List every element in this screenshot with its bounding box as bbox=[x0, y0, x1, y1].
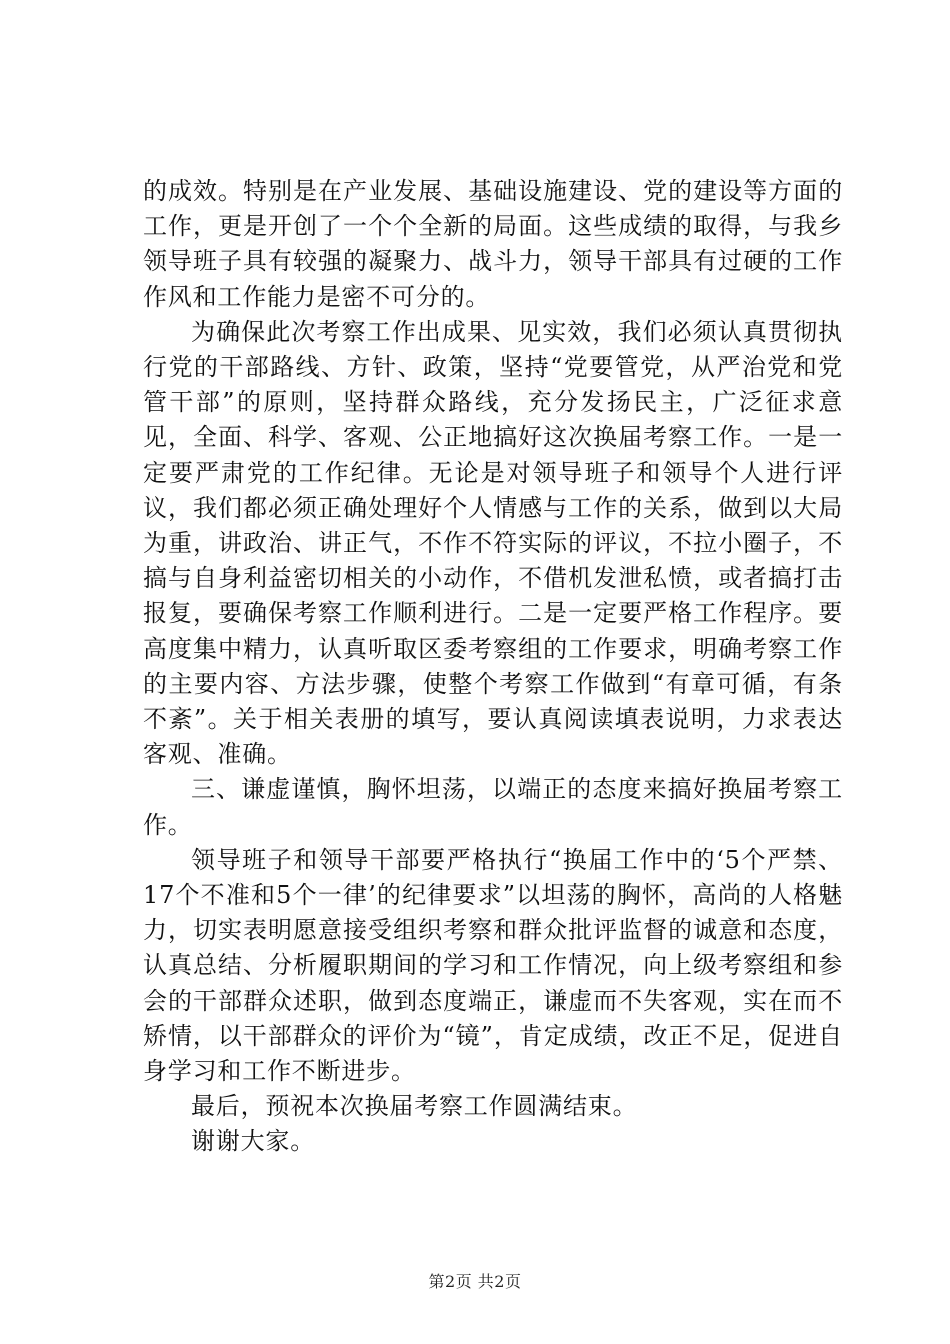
paragraph-4: 领导班子和领导干部要严格执行“换届工作中的‘5个严禁、17个不准和5个一律’的纪律要求”以坦荡的胸怀，高尚的人格魅力，切实表明愿意接受组织考察和群众批评监督的诚意和态度，认真总结、分析履职期间的学习和工作情况，向上级考察组和参会的干部群众述职，做到态度端正，谦虚而不失客观，实在而不矫情，以干部群众的评价为“镜”，肯定成绩，改正不足，促进自身学习和工作不断进步。 bbox=[143, 845, 843, 1086]
page-number-footer: 第2页 共2页 bbox=[428, 1272, 522, 1291]
paragraph-2: 为确保此次考察工作出成果、见实效，我们必须认真贯彻执行党的干部路线、方针、政策，坚持“党要管党，从严治党和党管干部”的原则，坚持群众路线，充分发扬民主，广泛征求意见，全面、科学、客观、公正地搞好这次换届考察工作。一是一定要严肃党的工作纪律。无论是对领导班子和领导个人进行评议，我们都必须正确处理好个人情感与工作的关系，做到以大局为重，讲政治、讲正气，不作不符实际的评议，不拉小圈子，不搞与自身利益密切相关的小动作，不借机发泄私愤，或者搞打击报复，要确保考察工作顺利进行。二是一定要严格工作程序。要高度集中精力，认真听取区委考察组的工作要求，明确考察工作的主要内容、方法步骤，使整个考察工作做到“有章可循，有条不紊”。关于相关表册的填写，要认真阅读填表说明，力求表达客观、准确。 bbox=[143, 317, 843, 769]
closing-wish: 最后，预祝本次换届考察工作圆满结束。 bbox=[191, 1092, 638, 1121]
paragraph-1: 的成效。特别是在产业发展、基础设施建设、党的建设等方面的工作，更是开创了一个个全新的局面。这些成绩的取得，与我乡领导班子具有较强的凝聚力、战斗力，领导干部具有过硬的工作作风和工作能力是密不可分的。 bbox=[143, 177, 843, 311]
closing-thanks: 谢谢大家。 bbox=[191, 1127, 315, 1156]
document-body bbox=[143, 174, 843, 1160]
section-heading-3: 三、谦虚谨慎，胸怀坦荡，以端正的态度来搞好换届考察工作。 bbox=[143, 775, 843, 839]
